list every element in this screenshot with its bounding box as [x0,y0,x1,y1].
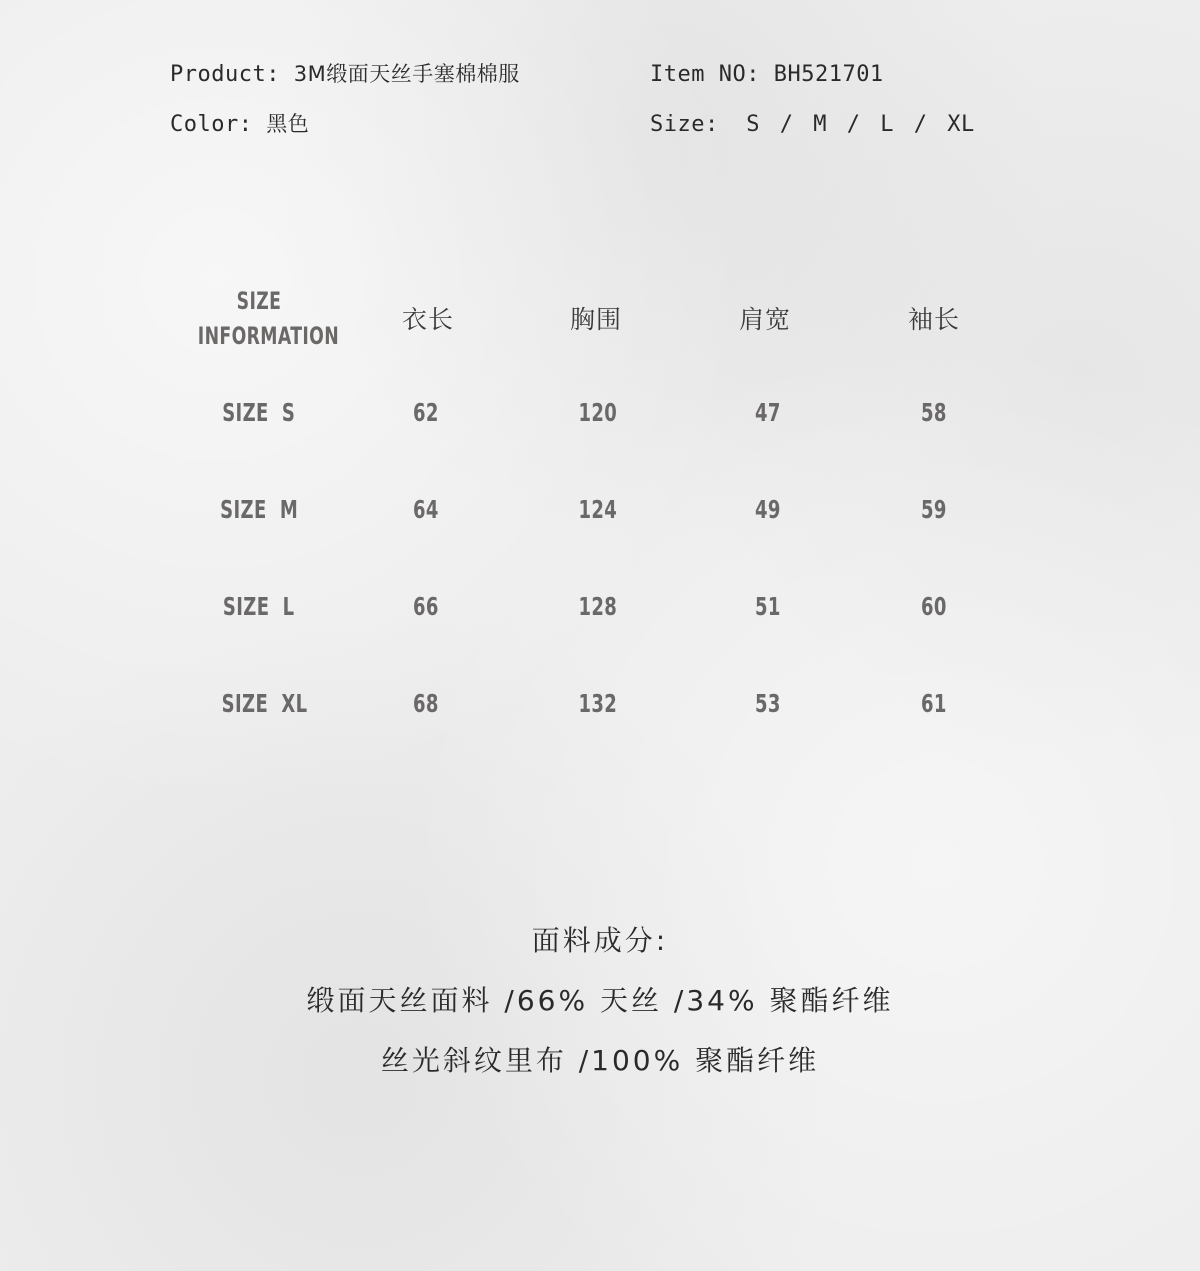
size-heading-line2: INFORMATION [197,322,340,350]
product-name: 3M缎面天丝手塞棉棉服 [293,62,520,86]
table-cell: 68 [413,689,439,718]
table-cell: 66 [413,592,439,621]
size-option: XL [947,112,975,137]
fabric-outer-composition: 缎面天丝面料 /66% 天丝 /34% 聚酯纤维 [306,984,894,1017]
table-cell: 124 [578,495,618,524]
table-cell: 64 [413,495,439,524]
size-option: S [746,112,760,137]
color-label: Color: [170,112,253,137]
fabric-lining-composition: 丝光斜纹里布 /100% 聚酯纤维 [380,1044,820,1077]
size-option: L [880,112,894,137]
item-number-label: Item NO: [650,62,760,87]
table-cell: 132 [578,689,618,718]
size-heading-line1: SIZE [236,287,282,315]
table-cell: 59 [921,495,947,524]
color-info [170,108,309,138]
table-cell: 62 [413,398,439,427]
table-cell: 128 [578,592,618,621]
table-cell: 60 [921,592,947,621]
row-label-m: SIZE M [220,495,298,524]
row-label-s: SIZE S [222,398,296,427]
table-cell: 51 [755,592,781,621]
table-cell: 61 [921,689,947,718]
column-header-shoulder: 肩宽 [738,305,791,334]
size-separator: / [913,112,928,137]
row-label-xl: SIZE XL [222,689,308,718]
table-cell: 49 [755,495,781,524]
product-label: Product: [170,62,280,87]
product-info [170,58,520,88]
row-label-l: SIZE L [223,592,295,621]
column-header-sleeve: 袖长 [907,305,960,334]
size-separator: / [846,112,861,137]
table-cell: 58 [921,398,947,427]
color-value: 黑色 [266,112,310,136]
column-header-chest: 胸围 [569,305,622,334]
fabric-composition-title: 面料成分: [531,924,669,957]
item-number-info [650,62,884,87]
size-information-heading [174,284,344,354]
column-header-length: 衣长 [401,305,454,334]
item-number-value: BH521701 [773,62,884,87]
table-cell: 53 [755,689,781,718]
table-cell: 47 [755,398,781,427]
size-label: Size: [650,112,719,137]
size-info [650,112,975,137]
size-separator: / [779,112,794,137]
table-cell: 120 [578,398,618,427]
size-option: M [813,112,827,137]
